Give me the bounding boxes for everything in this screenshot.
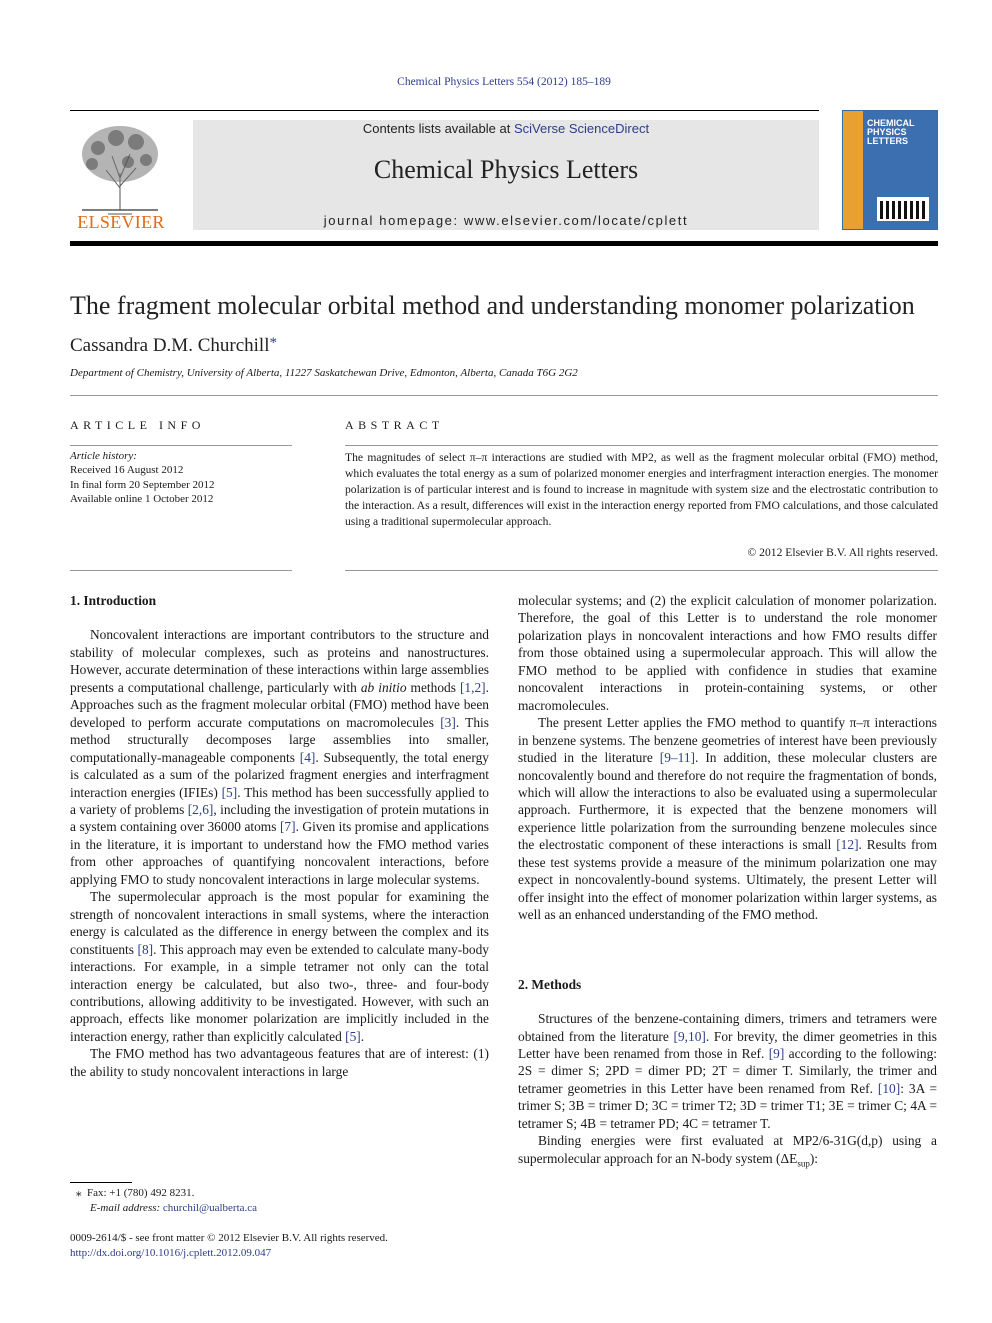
sciencedirect-link[interactable]: SciVerse ScienceDirect <box>513 121 650 136</box>
doi-link[interactable]: http://dx.doi.org/10.1016/j.cplett.2012.09.047 <box>70 1246 272 1259</box>
citation-link[interactable]: [12] <box>836 837 859 853</box>
article-info-rule-top <box>70 445 292 446</box>
author-footnote-mark[interactable]: * <box>269 335 277 351</box>
abstract-rule-top <box>345 445 938 446</box>
citation-link[interactable]: [5] <box>221 784 238 800</box>
body-paragraph: Structures of the benzene-containing dimers, trimers and tetramers were obtained from the literature [9,10]. For brevity, the dimer geometries in this Letter have been renamed from those in Ref. [9] according to the following: 2S = dimer S; 2PD = dimer PD; 2T = dimer T. Similarly, the trimer and tetramer geometries in this Letter have been renamed from Ref. [10]: 3A = trimer S; 3B = trimer D; 3C = trimer T2; 3D = trimer T1; 3E = trimer C; 4A = tetramer S; 4B = tetramer PD; 4C = tetramer T. <box>518 1011 938 1131</box>
article-info-heading: ARTICLE INFO <box>70 418 205 432</box>
cover-title <box>867 119 915 146</box>
body-paragraph: Binding energies were first evaluated at MP2/6-31G(d,p) using a supermolecular approach for an N-body system $(\Delta E_{sup})$: <box>518 1133 937 1169</box>
citation-link[interactable]: [9,10] <box>673 1028 706 1044</box>
abstract-heading: ABSTRACT <box>345 418 444 432</box>
body-column-left <box>70 592 489 1080</box>
email-label: E-mail address: <box>90 1202 161 1214</box>
citation-link[interactable]: [3] <box>440 714 456 730</box>
affiliation-rule <box>70 395 938 396</box>
citation-link[interactable]: [5] <box>345 1028 361 1044</box>
citation-link[interactable]: [9] <box>768 1045 785 1061</box>
history-received: Received 16 August 2012 <box>70 464 184 477</box>
cover-title-line: CHEMICAL <box>867 118 915 128</box>
journal-homepage[interactable]: journal homepage: www.elsevier.com/locate/cplett <box>323 213 689 228</box>
body-paragraph: Noncovalent interactions are important contributors to the structure and stability of molecular complexes, such as proteins and nanostructures. However, accurate determination of these interactions within large assemblies presents a computational challenge, particularly with ab initio methods [1,2]. Approaches such as the fragment molecular orbital (FMO) method have been developed to perform accurate computations on macromolecules [3]. This method structurally decomposes large assemblies into smaller, computationally-manageable components [4]. Subsequently, the total energy is calculated as a sum of the polarized fragment energies and interfragment interaction energies (IFIEs) [5]. This method has been successfully applied to a variety of problems [2,6], including the investigation of protein mutations in a system containing over 36000 atoms [7]. Given its promise and applications in the literature, it is important to understand how the FMO method varies from other approaches of quantifying noncovalent interactions, before applying FMO to study noncovalent interactions in large molecular systems. <box>70 627 489 887</box>
history-revised: In final form 20 September 2012 <box>70 478 215 491</box>
footnote-rule <box>70 1182 132 1183</box>
body-paragraph: The supermolecular approach is the most popular for examining the strength of noncovalent interactions in small systems, where the interaction energy is calculated as the difference in energy between the complex and its constituents [8]. This approach may even be extended to calculate many-body interactions. For example, in a simple tetramer not only can the total interaction energy be calculated, but also two-, three- and four-body contributions, allowing additivity to be investigated. However, with such an approach, effects like monomer polarization are implicitly included in the interaction energy, rather than explicitly calculated [5]. <box>70 889 489 1044</box>
cover-barcode-graphic <box>877 197 929 221</box>
body-column-right <box>518 592 937 1173</box>
body-paragraph: molecular systems; and (2) the explicit calculation of monomer polarization. Therefore, the goal of this Letter is to understand the role monomer polarization plays in noncovalent interactions and how FMO results differ from those obtained using a supermolecular approach. This will allow the FMO method to be applied with confidence in studies that examine noncovalent interactions in protein-containing systems, or other macromolecules. <box>518 593 937 713</box>
citation-link[interactable]: [1,2] <box>459 679 486 695</box>
citation-link[interactable]: [9–11] <box>659 750 695 766</box>
cover-stripe <box>843 111 863 230</box>
author-affiliation: Department of Chemistry, University of Alberta, 11227 Saskatchewan Drive, Edmonton, Alberta, Canada T6G 2G2 <box>70 367 578 379</box>
contents-prefix: Contents lists available at <box>362 121 514 136</box>
contents-line <box>193 121 819 136</box>
article-title: The fragment molecular orbital method and understanding monomer polarization <box>70 291 915 320</box>
cover-title-line: LETTERS <box>867 136 909 146</box>
fax-number: Fax: +1 (780) 492 8231. <box>87 1187 195 1199</box>
article-history <box>70 449 215 506</box>
journal-cover-thumbnail <box>842 110 938 230</box>
journal-citation[interactable]: Chemical Physics Letters 554 (2012) 185–189 <box>397 76 611 88</box>
front-matter-footer <box>70 1231 388 1260</box>
history-online: Available online 1 October 2012 <box>70 492 214 505</box>
body-paragraph: The present Letter applies the FMO method to quantify π–π interactions in benzene systems. The benzene geometries of interest have been previously studied in the literature [9–11]. In addition, these molecular clusters are noncovalently bound and therefore do not require the fragmentation of bonds, which will allow the interactions to also be evaluated using a supermolecular approach. Furthermore, it is expected that the benzene monomers will experience little polarization from the surrounding benzene molecules since the electrostatic component of these interactions is small [12]. Results from these test systems provide a measure of the minimum polarization one may expect in noncovalently-bound systems. Ultimately, the present Letter will offer insight into the effect of monomer polarization within larger systems, as well as an enhanced understanding of the FMO method. <box>518 715 938 923</box>
journal-name: Chemical Physics Letters <box>373 155 639 184</box>
header-thick-rule <box>70 241 938 246</box>
issn-line: 0009-2614/$ - see front matter © 2012 Elsevier B.V. All rights reserved. <box>70 1232 388 1244</box>
body-paragraph: The FMO method has two advantageous features that are of interest: (1) the ability to study noncovalent interactions in large <box>70 1046 489 1079</box>
section-heading-introduction: 1. Introduction <box>70 593 157 608</box>
footnote-fax: ⁎ Fax: +1 (780) 492 8231. <box>76 1187 195 1199</box>
article-info-rule-bottom <box>70 570 292 571</box>
citation-link[interactable]: [7] <box>279 819 296 835</box>
footnote-email <box>76 1201 257 1216</box>
history-label: Article history: <box>70 450 137 462</box>
citation-link[interactable]: [8] <box>137 941 154 957</box>
abstract-copyright: © 2012 Elsevier B.V. All rights reserved. <box>747 546 938 559</box>
abstract-text: The magnitudes of select π–π interactions are studied with MP2, as well as the fragment molecular orbital (FMO) method, which evaluates the total energy as a sum of polarized monomer energies and interfragment interaction energies. The monomer polarization is of particular interest and is found to increase in magnitude with system size and the electrostatic contribution to the interaction. As a result, differences will exist in the interaction energy reported from FMO calculations, and those calculated using a traditional supermolecular approach. <box>345 451 938 528</box>
author-footnote <box>76 1186 257 1216</box>
section-heading-methods: 2. Methods <box>518 976 582 992</box>
abstract-rule-bottom <box>345 570 938 571</box>
citation-link[interactable]: [4] <box>299 749 316 765</box>
author-line <box>70 335 277 357</box>
author-name: Cassandra D.M. Churchill <box>70 335 270 356</box>
header-rule <box>70 110 819 111</box>
citation-link[interactable]: [10] <box>877 1080 901 1096</box>
cover-title-line: PHYSICS <box>867 127 907 137</box>
elsevier-wordmark: ELSEVIER <box>77 212 165 232</box>
citation-link[interactable]: [2,6] <box>187 801 214 817</box>
email-link[interactable]: churchil@ualberta.ca <box>162 1202 258 1214</box>
